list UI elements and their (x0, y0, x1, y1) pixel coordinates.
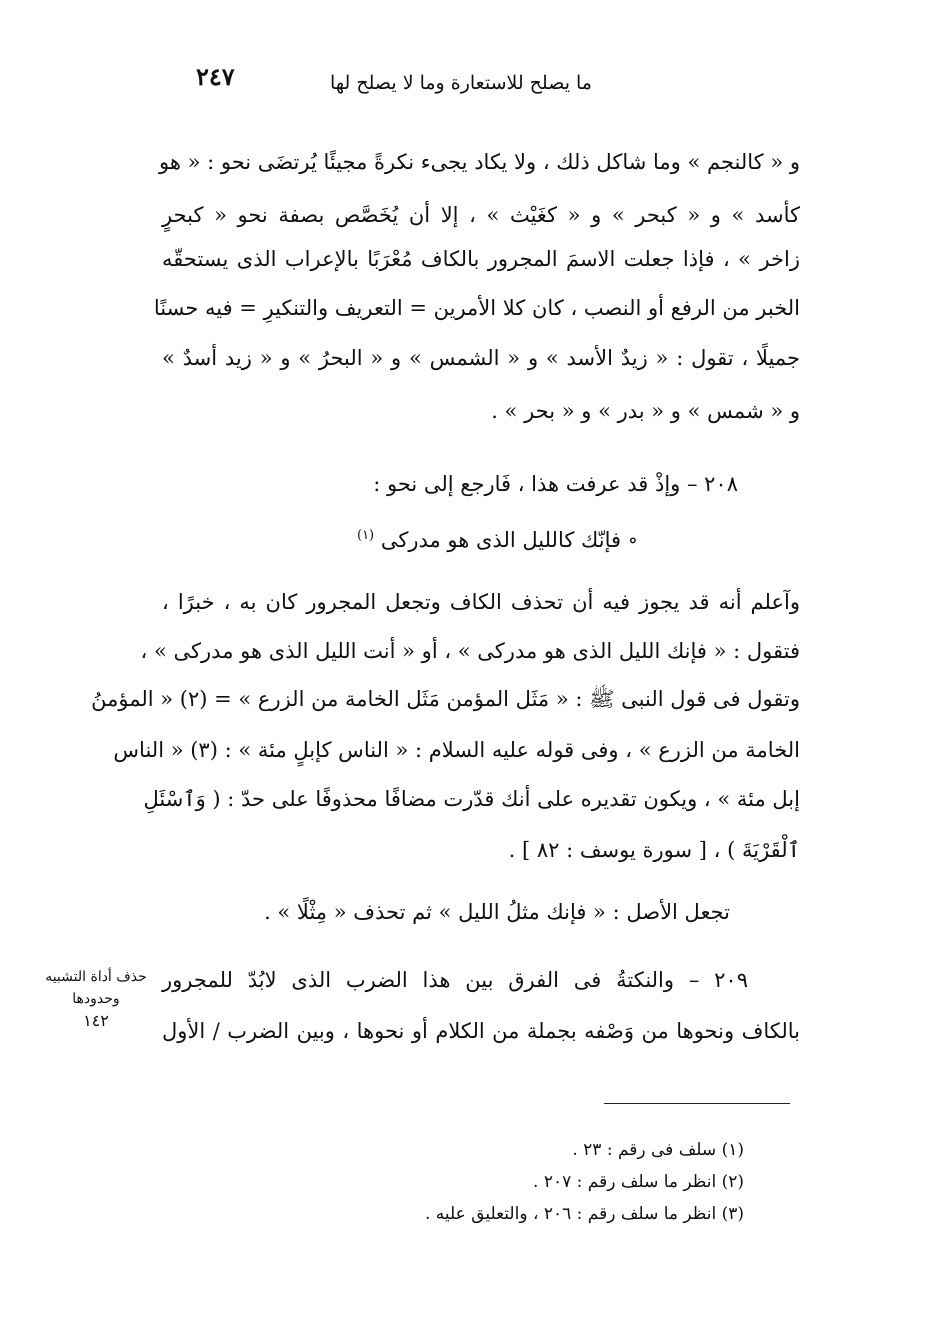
margin-note (40, 966, 152, 1032)
footnote-ref: (١) (356, 528, 375, 543)
footnote: (٣) انظر ما سلف رقم : ٢٠٦ ، والتعليق عليه . (424, 1204, 744, 1224)
margin-note-title: حذف أداة التشبيه (45, 969, 147, 985)
verse-bullet: ∘ (621, 528, 638, 552)
margin-note-title: وحدودها (72, 991, 120, 1007)
verse-text: فإنّك كالليل الذى هو مدركى (380, 528, 622, 552)
body-line: الخامة من الزرع » ، وفى قوله عليه السلام : « الناس كإبلٍ مئة » : (٣) « الناس (113, 738, 800, 762)
margin-note-number: ١٤٢ (83, 1011, 109, 1030)
body-line: وتقول فى قول النبى ﷺ : « مَثَل المؤمن مَثَل الخامة من الزرع » = (٢) « المؤمنُ (91, 687, 800, 711)
running-header-title: ما يصلح للاستعارة وما لا يصلح لها (329, 72, 592, 94)
body-line: زاخر » ، فإذا جعلت الاسمَ المجرور بالكاف مُعْرَبًا بالإعراب الذى يستحقّه (162, 247, 800, 271)
body-line: وآعلم أنه قد يجوز فيه أن تحذف الكاف وتجعل المجرور كان به ، خبرًا ، (162, 590, 800, 614)
section-208-heading: ٢٠٨ – وإذْ قد عرفت هذا ، فَارجع إلى نحو : (373, 472, 738, 496)
section-209-line: ٢٠٩ – والنكتةُ فى الفرق بين هذا الضرب الذى لابُدّ للمجرور (162, 968, 748, 992)
footnote: (٢) انظر ما سلف رقم : ٢٠٧ . (533, 1172, 744, 1192)
body-line: و « كالنجم » وما شاكل ذلك ، ولا يكاد يجىء نكرةً مجيئًا يُرتضَى نحو : « هو (159, 150, 800, 174)
origin-line: تجعل الأصل : « فإنك مثلُ الليل » ثم تحذف « مِثْلًا » . (264, 900, 730, 924)
body-line: و « شمس » و « بدر » و « بحر » . (491, 399, 800, 423)
page-number: ٢٤٧ (196, 62, 235, 91)
body-line: إبل مئة » ، ويكون تقديره على أنك قدّرت مضافًا محذوفًا على حدّ : ( وَٱسْئَلِ (143, 787, 800, 811)
section-209-line: بالكاف ونحوها من وَصْفه بجملة من الكلام أو نحوها ، وبين الضرب / الأول (162, 1019, 800, 1043)
body-line: ٱلْقَرْيَةَ ) ، [ سورة يوسف : ٨٢ ] . (508, 838, 800, 862)
body-line: كأسد » و « كبحر » و « كغَيْث » ، إلا أن يُخَصَّص بصفة نحو « كبحرٍ (162, 203, 800, 227)
poetry-verse (357, 520, 638, 556)
body-line: جميلًا ، تقول : « زيدٌ الأسد » و « الشمس » و « البحرُ » و « زيد أسدٌ » (162, 346, 800, 370)
body-line: فتقول : « فإنك الليل الذى هو مدركى » ، أو « أنت الليل الذى هو مدركى » ، (140, 639, 800, 663)
body-line: الخبر من الرفع أو النصب ، كان كلا الأمرين = التعريف والتنكيرِ = فيه حسنًا (153, 296, 800, 320)
footnote-separator (604, 1103, 790, 1104)
footnote: (١) سلف فى رقم : ٢٣ . (572, 1140, 744, 1160)
